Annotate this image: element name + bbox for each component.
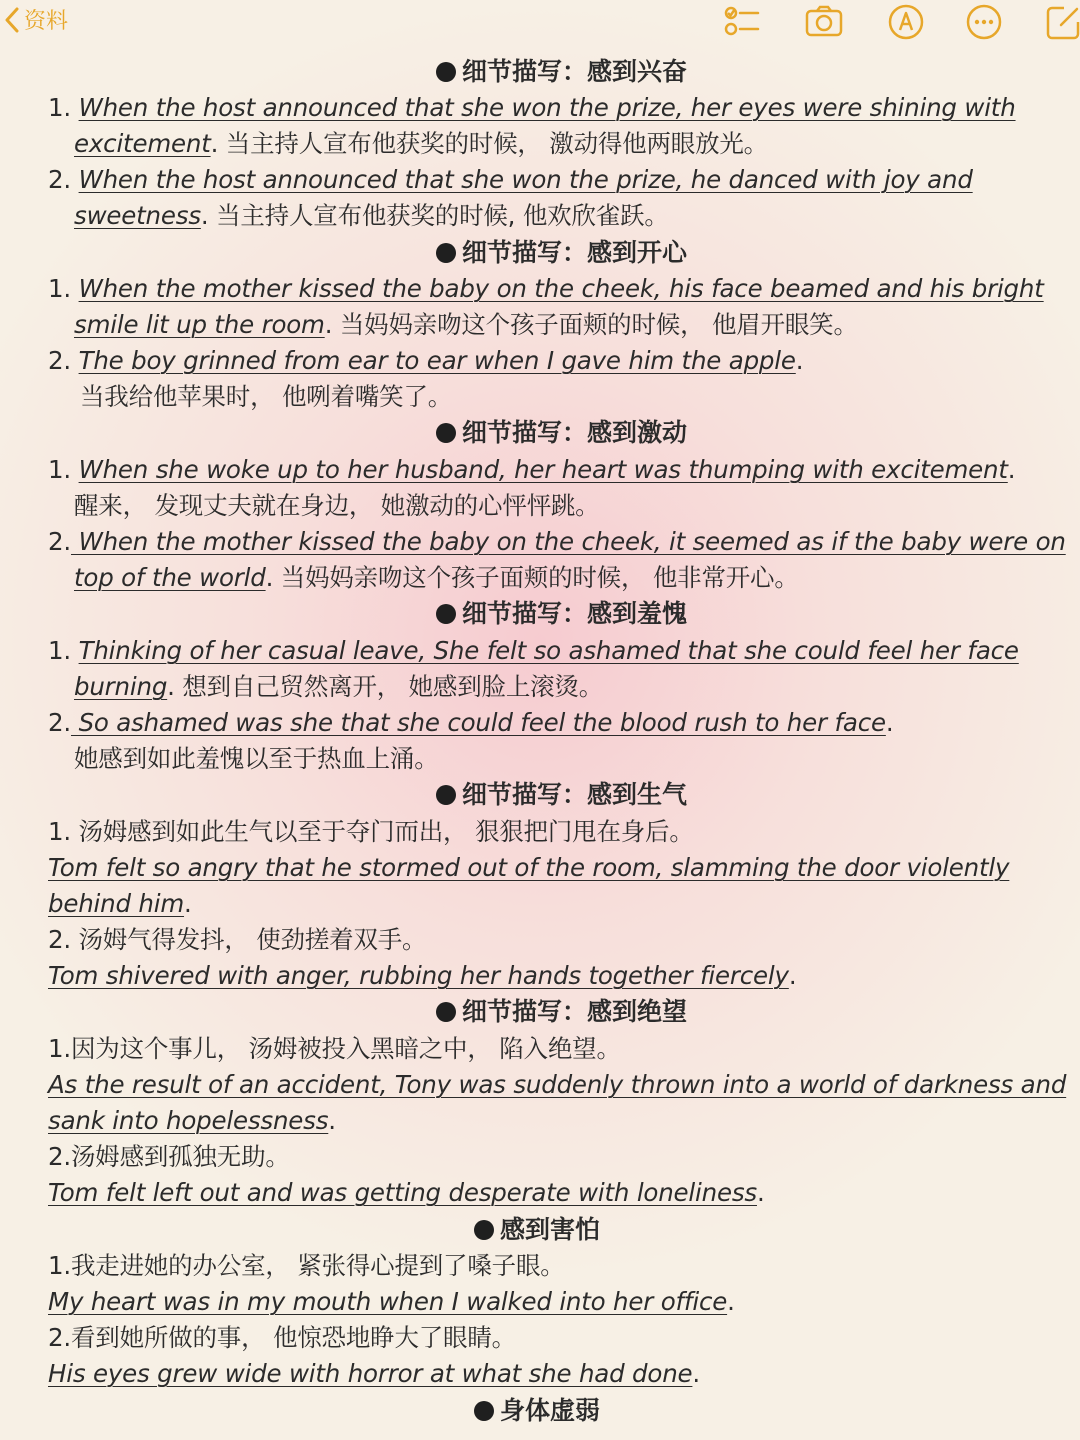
list-item-cont: Tom felt so angry that he stormed out of the room, slamming the door violently: [48, 853, 1010, 882]
list-item-cont: excitement. 当主持人宣布他获奖的时候， 激动得他两眼放光。: [74, 129, 768, 158]
list-item-cont: Tom shivered with anger, rubbing her hands together fiercely.: [48, 961, 797, 990]
bullet-icon: [436, 604, 456, 624]
list-item-cont: sank into hopelessness.: [48, 1106, 336, 1135]
list-item: 2.汤姆感到孤独无助。: [48, 1142, 290, 1171]
list-item-cont: 当我给他苹果时， 他咧着嘴笑了。: [80, 382, 453, 411]
list-item: 1. Thinking of her casual leave, She felt so ashamed that she could feel her face: [48, 636, 1019, 665]
list-item-cont: sweetness. 当主持人宣布他获奖的时候, 他欢欣雀跃。: [74, 201, 669, 230]
list-item: 1.因为这个事儿， 汤姆被投入黑暗之中， 陷入绝望。: [48, 1034, 621, 1063]
list-item-cont: smile lit up the room. 当妈妈亲吻这个孩子面颊的时候， 他眉开眼笑。: [74, 310, 858, 339]
list-item-cont: Tom felt left out and was getting desperate with loneliness.: [48, 1178, 765, 1207]
section-heading: 感到害怕: [474, 1212, 600, 1248]
section-heading: 细节描写：感到开心: [436, 235, 687, 271]
chevron-left-icon: [4, 7, 20, 33]
checklist-icon[interactable]: [722, 2, 762, 42]
list-item-cont: 醒来， 发现丈夫就在身边， 她激动的心怦怦跳。: [74, 491, 600, 520]
list-item: 2.看到她所做的事， 他惊恐地睁大了眼睛。: [48, 1323, 516, 1352]
list-item: 1. 汤姆感到如此生气以至于夺门而出， 狠狠把门甩在身后。: [48, 817, 694, 846]
list-item-cont: 她感到如此羞愧以至于热血上涌。: [74, 744, 439, 773]
section-heading: 细节描写：感到激动: [436, 415, 687, 451]
more-icon[interactable]: [964, 2, 1004, 42]
bullet-icon: [474, 1401, 494, 1421]
section-heading: 细节描写：感到生气: [436, 777, 687, 813]
compose-icon[interactable]: [1044, 2, 1080, 42]
list-item: 2. The boy grinned from ear to ear when I gave him the apple.: [48, 346, 804, 375]
section-heading: 细节描写：感到绝望: [436, 994, 687, 1030]
list-item: 2. So ashamed was she that she could feel the blood rush to her face.: [48, 708, 894, 737]
list-item: 2. When the host announced that she won the prize, he danced with joy and: [48, 165, 973, 194]
list-item: 1. When she woke up to her husband, her heart was thumping with excitement.: [48, 455, 1016, 484]
bullet-icon: [436, 785, 456, 805]
bullet-icon: [474, 1220, 494, 1240]
list-item: 2. 汤姆气得发抖， 使劲搓着双手。: [48, 925, 427, 954]
section-heading: 细节描写：感到兴奋: [436, 54, 687, 90]
bullet-icon: [436, 1002, 456, 1022]
section-heading: 细节描写：感到羞愧: [436, 596, 687, 632]
bullet-icon: [436, 243, 456, 263]
list-item-cont: His eyes grew wide with horror at what she had done.: [48, 1359, 700, 1388]
list-item: 1. When the mother kissed the baby on the cheek, his face beamed and his bright: [48, 274, 1044, 303]
list-item-cont: top of the world. 当妈妈亲吻这个孩子面颊的时候， 他非常开心。: [74, 563, 799, 592]
back-label: 资料: [24, 9, 69, 34]
list-item-cont: burning. 想到自己贸然离开， 她感到脸上滚烫。: [74, 672, 604, 701]
list-item-cont: behind him.: [48, 889, 192, 918]
markup-pen-icon[interactable]: [886, 2, 926, 42]
list-item-cont: My heart was in my mouth when I walked into her office.: [48, 1287, 735, 1316]
list-item: 2. When the mother kissed the baby on the cheek, it seemed as if the baby were on: [48, 527, 1066, 556]
notes-toolbar: [0, 0, 1080, 46]
bullet-icon: [436, 62, 456, 82]
camera-icon[interactable]: [804, 2, 844, 42]
back-button[interactable]: [4, 4, 68, 35]
bullet-icon: [436, 423, 456, 443]
list-item: 1. When the host announced that she won the prize, her eyes were shining with: [48, 93, 1016, 122]
section-heading: 身体虚弱: [474, 1393, 600, 1429]
list-item: 1.我走进她的办公室， 紧张得心提到了嗓子眼。: [48, 1251, 565, 1280]
list-item-cont: As the result of an accident, Tony was suddenly thrown into a world of darkness and: [48, 1070, 1067, 1099]
